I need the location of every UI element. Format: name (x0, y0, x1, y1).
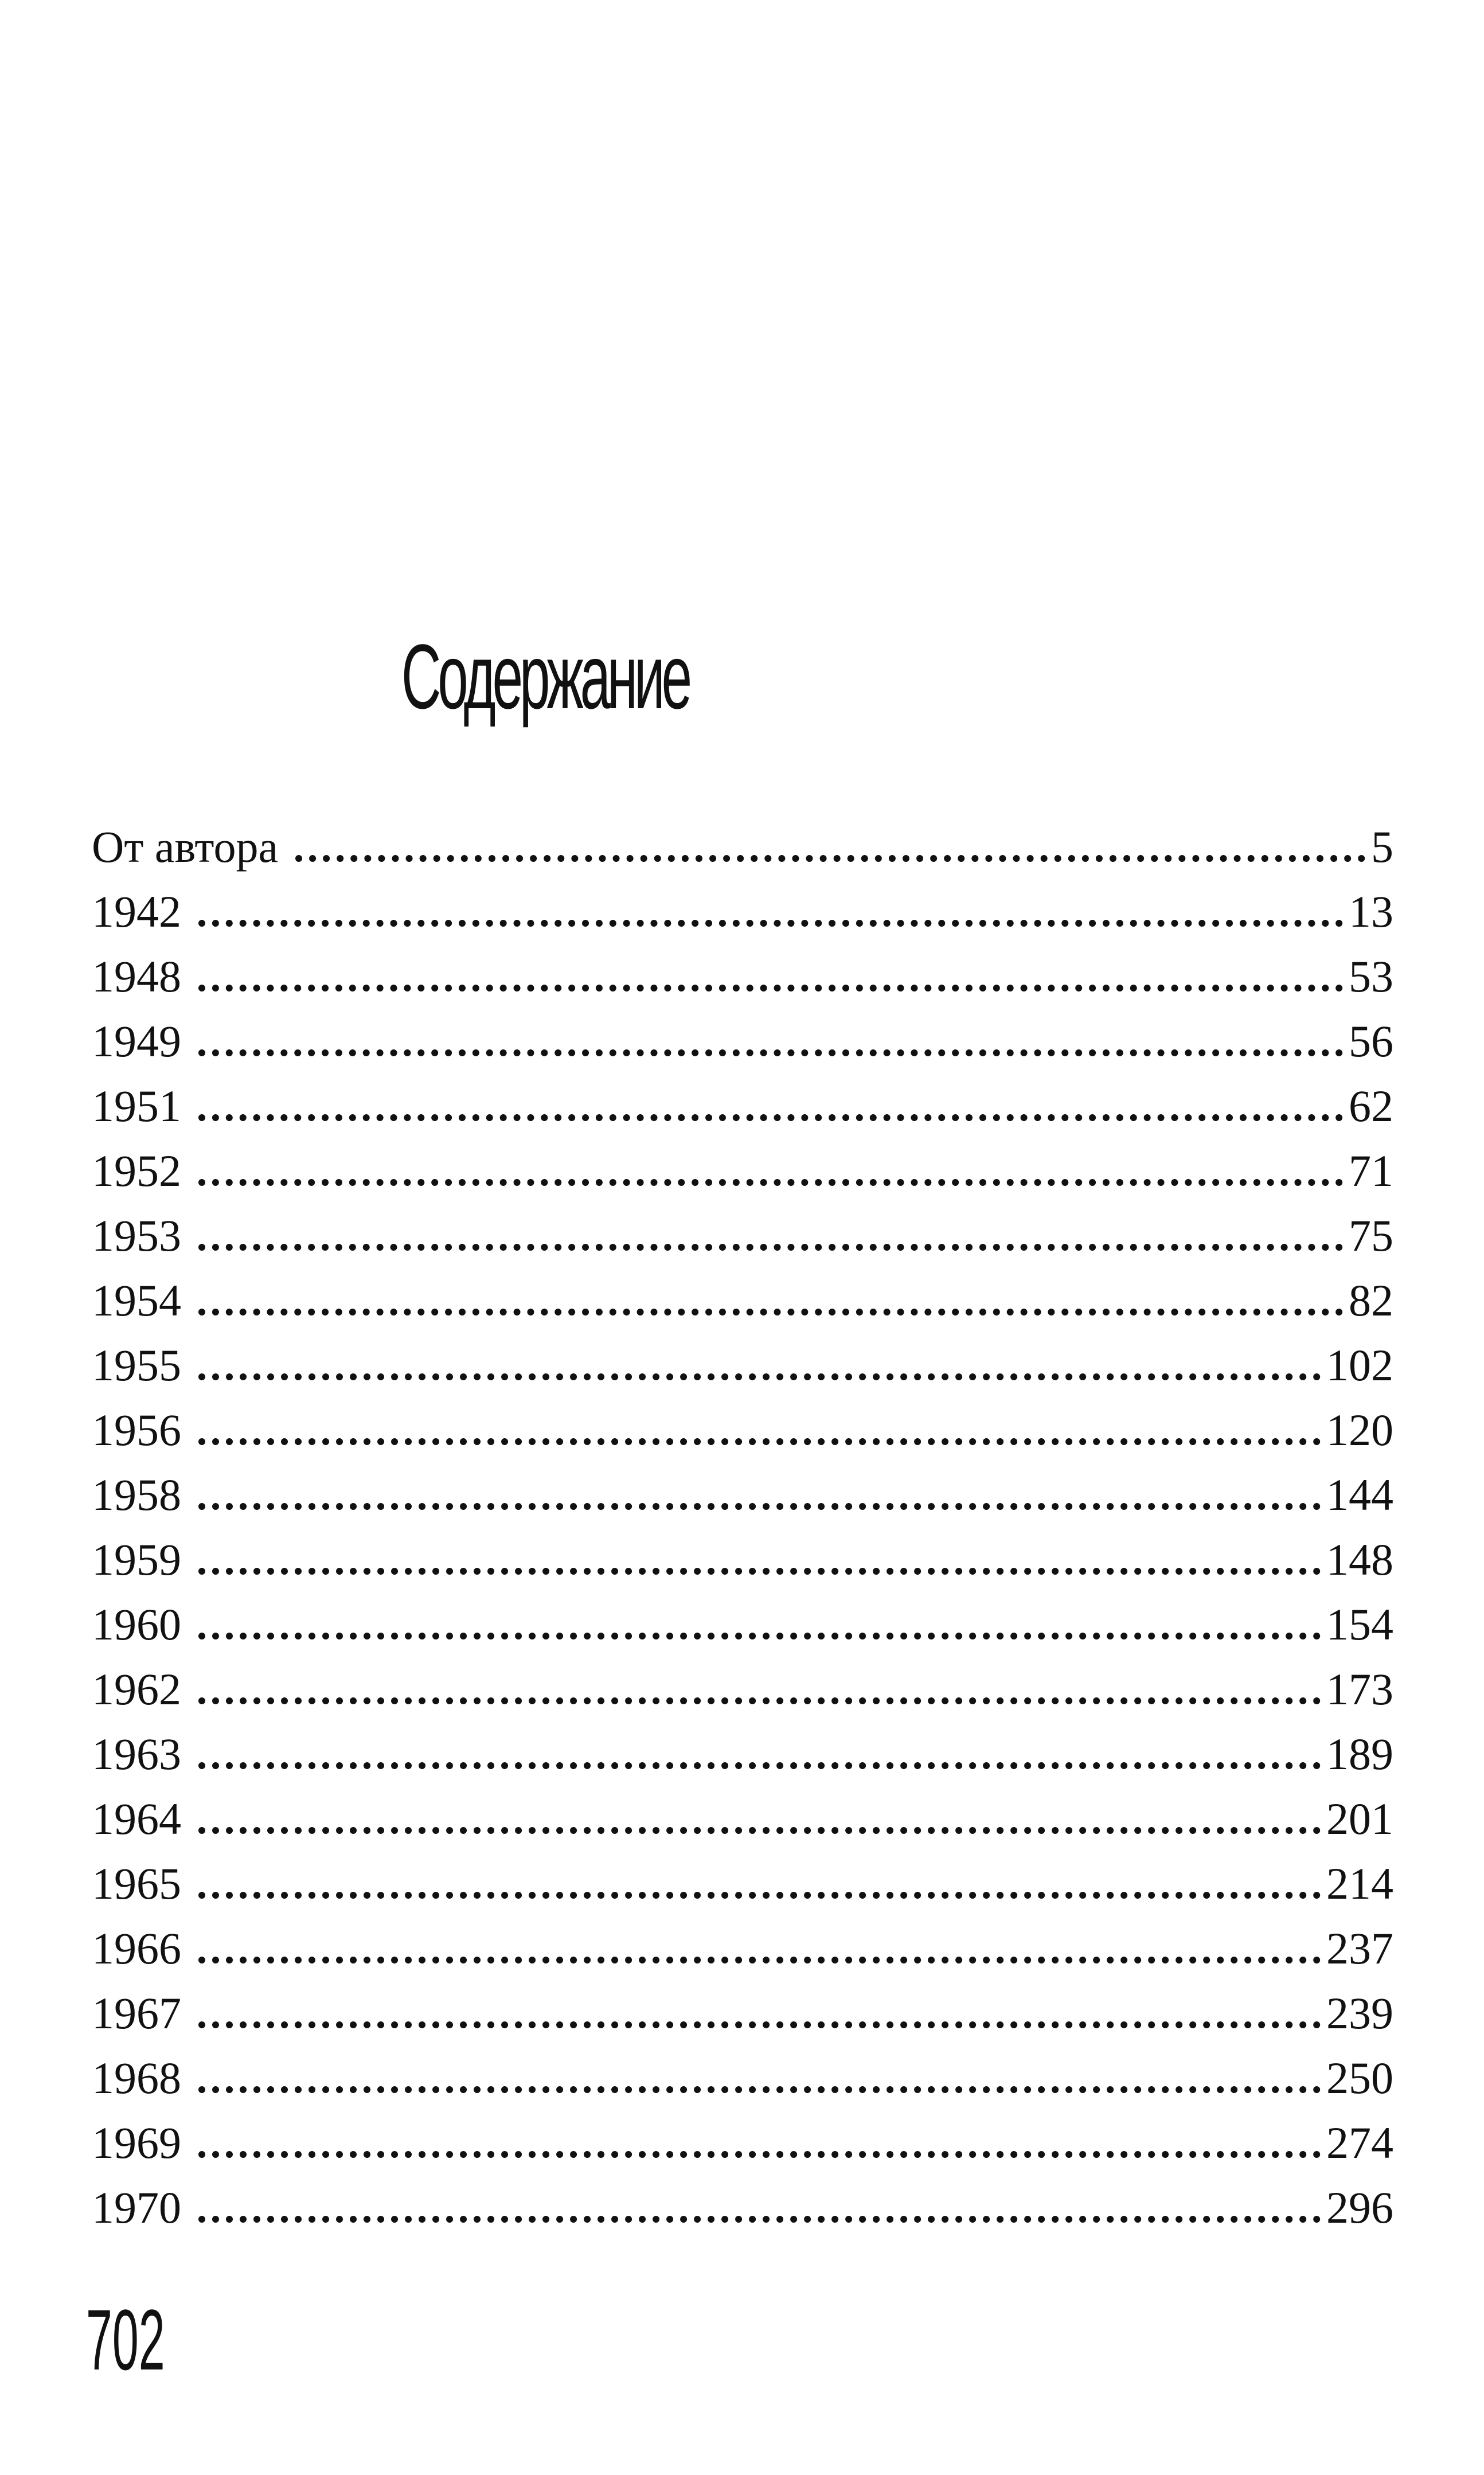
toc-entry-page: 62 (1349, 1081, 1393, 1131)
toc-entry[interactable] (92, 1592, 1393, 1657)
toc-entry-page: 296 (1326, 2183, 1393, 2232)
dot-leader (198, 2086, 1321, 2093)
dot-leader (198, 1049, 1343, 1056)
toc-entry-page: 102 (1326, 1340, 1393, 1390)
toc-entry-label: 1949 (92, 1016, 181, 1066)
toc-entry-label: 1966 (92, 1923, 181, 1973)
toc-entry-label: 1948 (92, 951, 181, 1001)
toc-entry-label: 1967 (92, 1988, 181, 2038)
table-of-contents (92, 814, 1393, 2240)
toc-entry-page: 148 (1326, 1535, 1393, 1584)
toc-entry[interactable] (92, 1981, 1393, 2045)
dot-leader (198, 2151, 1321, 2158)
dot-leader (198, 920, 1343, 927)
toc-entry-page: 201 (1326, 1794, 1393, 1844)
toc-entry[interactable] (92, 2045, 1393, 2110)
toc-entry-page: 274 (1326, 2118, 1393, 2168)
dot-leader (295, 855, 1365, 862)
toc-entry-page: 53 (1349, 951, 1393, 1001)
toc-entry[interactable] (92, 879, 1393, 944)
toc-entry-page: 71 (1349, 1146, 1393, 1196)
toc-entry-label: 1970 (92, 2183, 181, 2232)
toc-entry-label: 1968 (92, 2053, 181, 2103)
dot-leader (198, 2021, 1321, 2028)
dot-leader (198, 1373, 1321, 1380)
toc-entry-label: 1964 (92, 1794, 181, 1844)
toc-entry[interactable] (92, 1916, 1393, 1981)
toc-entry[interactable] (92, 2110, 1393, 2175)
toc-entry[interactable] (92, 1009, 1393, 1073)
toc-entry[interactable] (92, 1527, 1393, 1592)
page-title: Содержание (401, 625, 689, 728)
toc-entry-label: 1962 (92, 1664, 181, 1714)
toc-entry-label: 1958 (92, 1470, 181, 1520)
toc-entry[interactable] (92, 1851, 1393, 1916)
toc-entry-label: 1955 (92, 1340, 181, 1390)
toc-entry-label: 1965 (92, 1859, 181, 1908)
dot-leader (198, 1114, 1343, 1121)
toc-entry-page: 237 (1326, 1923, 1393, 1973)
toc-entry-page: 173 (1326, 1664, 1393, 1714)
toc-entry[interactable] (92, 1138, 1393, 1203)
toc-entry-page: 189 (1326, 1729, 1393, 1779)
toc-entry-page: 250 (1326, 2053, 1393, 2103)
toc-entry[interactable] (92, 814, 1393, 879)
dot-leader (198, 2216, 1321, 2223)
dot-leader (198, 1762, 1321, 1769)
dot-leader (198, 1438, 1321, 1445)
toc-entry-page: 56 (1349, 1016, 1393, 1066)
toc-entry-page: 82 (1349, 1275, 1393, 1325)
toc-entry-label: 1963 (92, 1729, 181, 1779)
dot-leader (198, 1697, 1321, 1704)
toc-entry-label: 1956 (92, 1405, 181, 1455)
dot-leader (198, 1179, 1343, 1186)
dot-leader (198, 1827, 1321, 1834)
dot-leader (198, 1892, 1321, 1899)
toc-entry-label: 1952 (92, 1146, 181, 1196)
toc-entry[interactable] (92, 1721, 1393, 1786)
toc-entry[interactable] (92, 1397, 1393, 1462)
toc-entry-page: 239 (1326, 1988, 1393, 2038)
dot-leader (198, 1503, 1321, 1510)
toc-entry-label: 1954 (92, 1275, 181, 1325)
toc-entry-label: 1942 (92, 887, 181, 936)
toc-entry[interactable] (92, 1657, 1393, 1721)
page-number: 702 (86, 2291, 165, 2388)
toc-entry[interactable] (92, 1333, 1393, 1397)
toc-entry-label: 1953 (92, 1211, 181, 1260)
toc-entry[interactable] (92, 1786, 1393, 1851)
dot-leader (198, 1309, 1343, 1315)
toc-entry[interactable] (92, 2175, 1393, 2240)
dot-leader (198, 985, 1343, 991)
toc-entry-page: 75 (1349, 1211, 1393, 1260)
toc-entry[interactable] (92, 1073, 1393, 1138)
toc-entry-page: 5 (1371, 822, 1393, 872)
toc-entry[interactable] (92, 1203, 1393, 1268)
toc-entry[interactable] (92, 944, 1393, 1009)
toc-entry-label: 1951 (92, 1081, 181, 1131)
toc-entry-page: 154 (1326, 1599, 1393, 1649)
dot-leader (198, 1568, 1321, 1575)
toc-entry-label: 1959 (92, 1535, 181, 1584)
toc-entry-label: 1960 (92, 1599, 181, 1649)
toc-entry-page: 214 (1326, 1859, 1393, 1908)
toc-entry-label: От автора (92, 822, 279, 872)
toc-entry[interactable] (92, 1462, 1393, 1527)
dot-leader (198, 1957, 1321, 1963)
toc-entry-page: 13 (1349, 887, 1393, 936)
toc-entry-label: 1969 (92, 2118, 181, 2168)
dot-leader (198, 1244, 1343, 1251)
toc-entry-page: 144 (1326, 1470, 1393, 1520)
toc-entry[interactable] (92, 1268, 1393, 1333)
dot-leader (198, 1633, 1321, 1639)
toc-entry-page: 120 (1326, 1405, 1393, 1455)
